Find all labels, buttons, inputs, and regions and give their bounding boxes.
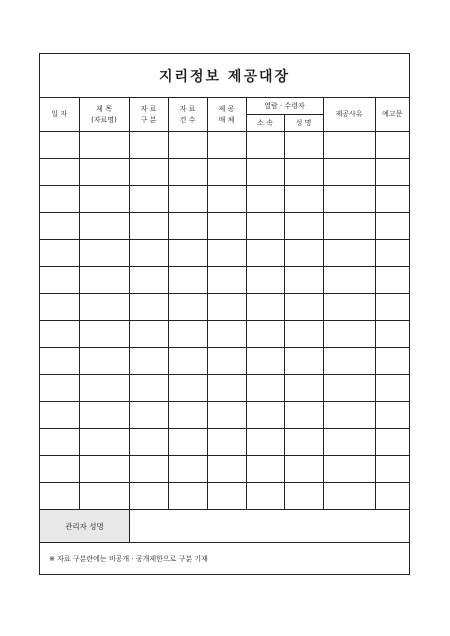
table-cell[interactable] <box>323 402 375 429</box>
table-cell[interactable] <box>323 429 375 456</box>
table-cell[interactable] <box>79 321 129 348</box>
header-row-1 <box>40 98 409 115</box>
table-row <box>40 429 409 456</box>
table-cell[interactable] <box>323 267 375 294</box>
table-cell[interactable] <box>284 267 323 294</box>
table-cell[interactable] <box>246 294 284 321</box>
table-cell[interactable] <box>284 213 323 240</box>
ledger-form <box>39 53 410 575</box>
table-cell[interactable] <box>207 402 246 429</box>
table-cell[interactable] <box>168 348 207 375</box>
table-row <box>40 159 409 186</box>
table-cell[interactable] <box>40 132 79 159</box>
table-cell[interactable] <box>129 321 168 348</box>
table-cell[interactable] <box>246 375 284 402</box>
header-medium: 제 공 매 체 <box>207 98 246 132</box>
table-cell[interactable] <box>129 402 168 429</box>
header-viewer-name: 성 명 <box>284 115 323 132</box>
table-cell[interactable] <box>246 348 284 375</box>
ledger-table <box>40 98 409 510</box>
table-cell[interactable] <box>40 213 79 240</box>
table-cell[interactable] <box>323 348 375 375</box>
table-cell[interactable] <box>168 294 207 321</box>
table-cell[interactable] <box>129 294 168 321</box>
table-cell[interactable] <box>207 483 246 510</box>
table-cell[interactable] <box>284 186 323 213</box>
table-cell[interactable] <box>207 159 246 186</box>
table-cell[interactable] <box>79 159 129 186</box>
table-cell[interactable] <box>40 294 79 321</box>
table-cell[interactable] <box>246 240 284 267</box>
table-cell[interactable] <box>284 348 323 375</box>
table-cell[interactable] <box>168 132 207 159</box>
table-cell[interactable] <box>129 375 168 402</box>
ledger-body <box>40 132 409 510</box>
table-cell[interactable] <box>246 429 284 456</box>
table-cell[interactable] <box>207 186 246 213</box>
table-cell[interactable] <box>168 429 207 456</box>
table-cell[interactable] <box>323 294 375 321</box>
table-cell[interactable] <box>375 375 409 402</box>
table-cell[interactable] <box>79 375 129 402</box>
table-cell[interactable] <box>375 321 409 348</box>
table-cell[interactable] <box>40 429 79 456</box>
manager-name-field[interactable] <box>130 510 409 542</box>
table-cell[interactable] <box>40 483 79 510</box>
table-cell[interactable] <box>323 240 375 267</box>
table-row <box>40 375 409 402</box>
manager-row <box>40 509 409 542</box>
table-cell[interactable] <box>375 213 409 240</box>
table-cell[interactable] <box>246 483 284 510</box>
table-cell[interactable] <box>40 267 79 294</box>
table-cell[interactable] <box>246 321 284 348</box>
table-cell[interactable] <box>246 159 284 186</box>
table-cell[interactable] <box>168 186 207 213</box>
table-cell[interactable] <box>284 321 323 348</box>
table-cell[interactable] <box>246 132 284 159</box>
table-row <box>40 240 409 267</box>
table-cell[interactable] <box>129 159 168 186</box>
table-cell[interactable] <box>284 294 323 321</box>
table-cell[interactable] <box>375 402 409 429</box>
table-cell[interactable] <box>168 267 207 294</box>
table-cell[interactable] <box>129 456 168 483</box>
table-cell[interactable] <box>79 213 129 240</box>
table-row <box>40 267 409 294</box>
table-row <box>40 348 409 375</box>
table-cell[interactable] <box>375 294 409 321</box>
table-cell[interactable] <box>246 456 284 483</box>
header-data-count: 자 료 건 수 <box>168 98 207 132</box>
table-cell[interactable] <box>375 159 409 186</box>
table-cell[interactable] <box>284 240 323 267</box>
table-cell[interactable] <box>79 402 129 429</box>
table-cell[interactable] <box>323 159 375 186</box>
table-row <box>40 294 409 321</box>
table-cell[interactable] <box>168 321 207 348</box>
table-cell[interactable] <box>79 348 129 375</box>
header-subject: 제 목 (자료명) <box>79 98 129 132</box>
table-cell[interactable] <box>79 483 129 510</box>
table-cell[interactable] <box>129 483 168 510</box>
header-viewer-affiliation: 소 속 <box>246 115 284 132</box>
table-cell[interactable] <box>207 429 246 456</box>
table-cell[interactable] <box>375 132 409 159</box>
table-cell[interactable] <box>284 402 323 429</box>
table-cell[interactable] <box>207 456 246 483</box>
table-cell[interactable] <box>168 213 207 240</box>
table-cell[interactable] <box>168 159 207 186</box>
table-cell[interactable] <box>129 429 168 456</box>
table-cell[interactable] <box>207 348 246 375</box>
table-cell[interactable] <box>207 294 246 321</box>
table-cell[interactable] <box>40 321 79 348</box>
table-cell[interactable] <box>129 132 168 159</box>
table-cell[interactable] <box>207 213 246 240</box>
table-cell[interactable] <box>375 240 409 267</box>
table-row <box>40 213 409 240</box>
table-cell[interactable] <box>129 348 168 375</box>
table-cell[interactable] <box>40 240 79 267</box>
table-cell[interactable] <box>375 456 409 483</box>
header-reason: 제공사유 <box>323 98 375 132</box>
table-cell[interactable] <box>284 375 323 402</box>
table-cell[interactable] <box>284 429 323 456</box>
table-cell[interactable] <box>323 132 375 159</box>
table-cell[interactable] <box>246 213 284 240</box>
table-cell[interactable] <box>207 267 246 294</box>
table-cell[interactable] <box>168 402 207 429</box>
manager-label: 관리자 성명 <box>40 510 130 542</box>
table-cell[interactable] <box>79 132 129 159</box>
table-cell[interactable] <box>207 321 246 348</box>
form-title: 지리정보 제공대장 <box>158 68 291 85</box>
table-cell[interactable] <box>375 483 409 510</box>
table-cell[interactable] <box>79 186 129 213</box>
table-cell[interactable] <box>40 348 79 375</box>
table-cell[interactable] <box>79 429 129 456</box>
table-cell[interactable] <box>129 240 168 267</box>
table-cell[interactable] <box>40 375 79 402</box>
table-cell[interactable] <box>284 159 323 186</box>
table-cell[interactable] <box>375 429 409 456</box>
table-cell[interactable] <box>129 186 168 213</box>
table-cell[interactable] <box>284 483 323 510</box>
table-cell[interactable] <box>375 186 409 213</box>
header-date: 일 자 <box>40 98 79 132</box>
table-cell[interactable] <box>129 267 168 294</box>
table-cell[interactable] <box>79 456 129 483</box>
table-cell[interactable] <box>207 375 246 402</box>
table-cell[interactable] <box>284 132 323 159</box>
table-cell[interactable] <box>40 186 79 213</box>
table-cell[interactable] <box>40 456 79 483</box>
table-cell[interactable] <box>246 402 284 429</box>
table-cell[interactable] <box>207 132 246 159</box>
table-cell[interactable] <box>168 456 207 483</box>
table-cell[interactable] <box>323 321 375 348</box>
footnote <box>40 542 409 574</box>
table-row <box>40 321 409 348</box>
table-cell[interactable] <box>40 402 79 429</box>
table-row <box>40 483 409 510</box>
footnote-text: ※ 자료 구분란에는 비공개 · 공개제한으로 구분 기재 <box>49 554 208 563</box>
header-viewer-group: 열람 · 수령자 <box>246 98 323 115</box>
table-cell[interactable] <box>79 294 129 321</box>
table-cell[interactable] <box>246 186 284 213</box>
table-cell[interactable] <box>323 186 375 213</box>
table-cell[interactable] <box>168 375 207 402</box>
table-cell[interactable] <box>40 159 79 186</box>
table-cell[interactable] <box>284 456 323 483</box>
table-row <box>40 456 409 483</box>
table-cell[interactable] <box>375 348 409 375</box>
table-cell[interactable] <box>168 483 207 510</box>
table-cell[interactable] <box>246 267 284 294</box>
table-row <box>40 132 409 159</box>
table-cell[interactable] <box>79 240 129 267</box>
table-cell[interactable] <box>323 375 375 402</box>
header-note: 예고문 <box>375 98 409 132</box>
table-cell[interactable] <box>375 267 409 294</box>
table-row <box>40 186 409 213</box>
table-cell[interactable] <box>79 267 129 294</box>
header-data-type: 자 료 구 분 <box>129 98 168 132</box>
table-cell[interactable] <box>129 213 168 240</box>
table-cell[interactable] <box>323 483 375 510</box>
table-cell[interactable] <box>323 456 375 483</box>
table-cell[interactable] <box>323 213 375 240</box>
table-row <box>40 402 409 429</box>
table-cell[interactable] <box>207 240 246 267</box>
title-row <box>40 54 409 98</box>
table-cell[interactable] <box>168 240 207 267</box>
